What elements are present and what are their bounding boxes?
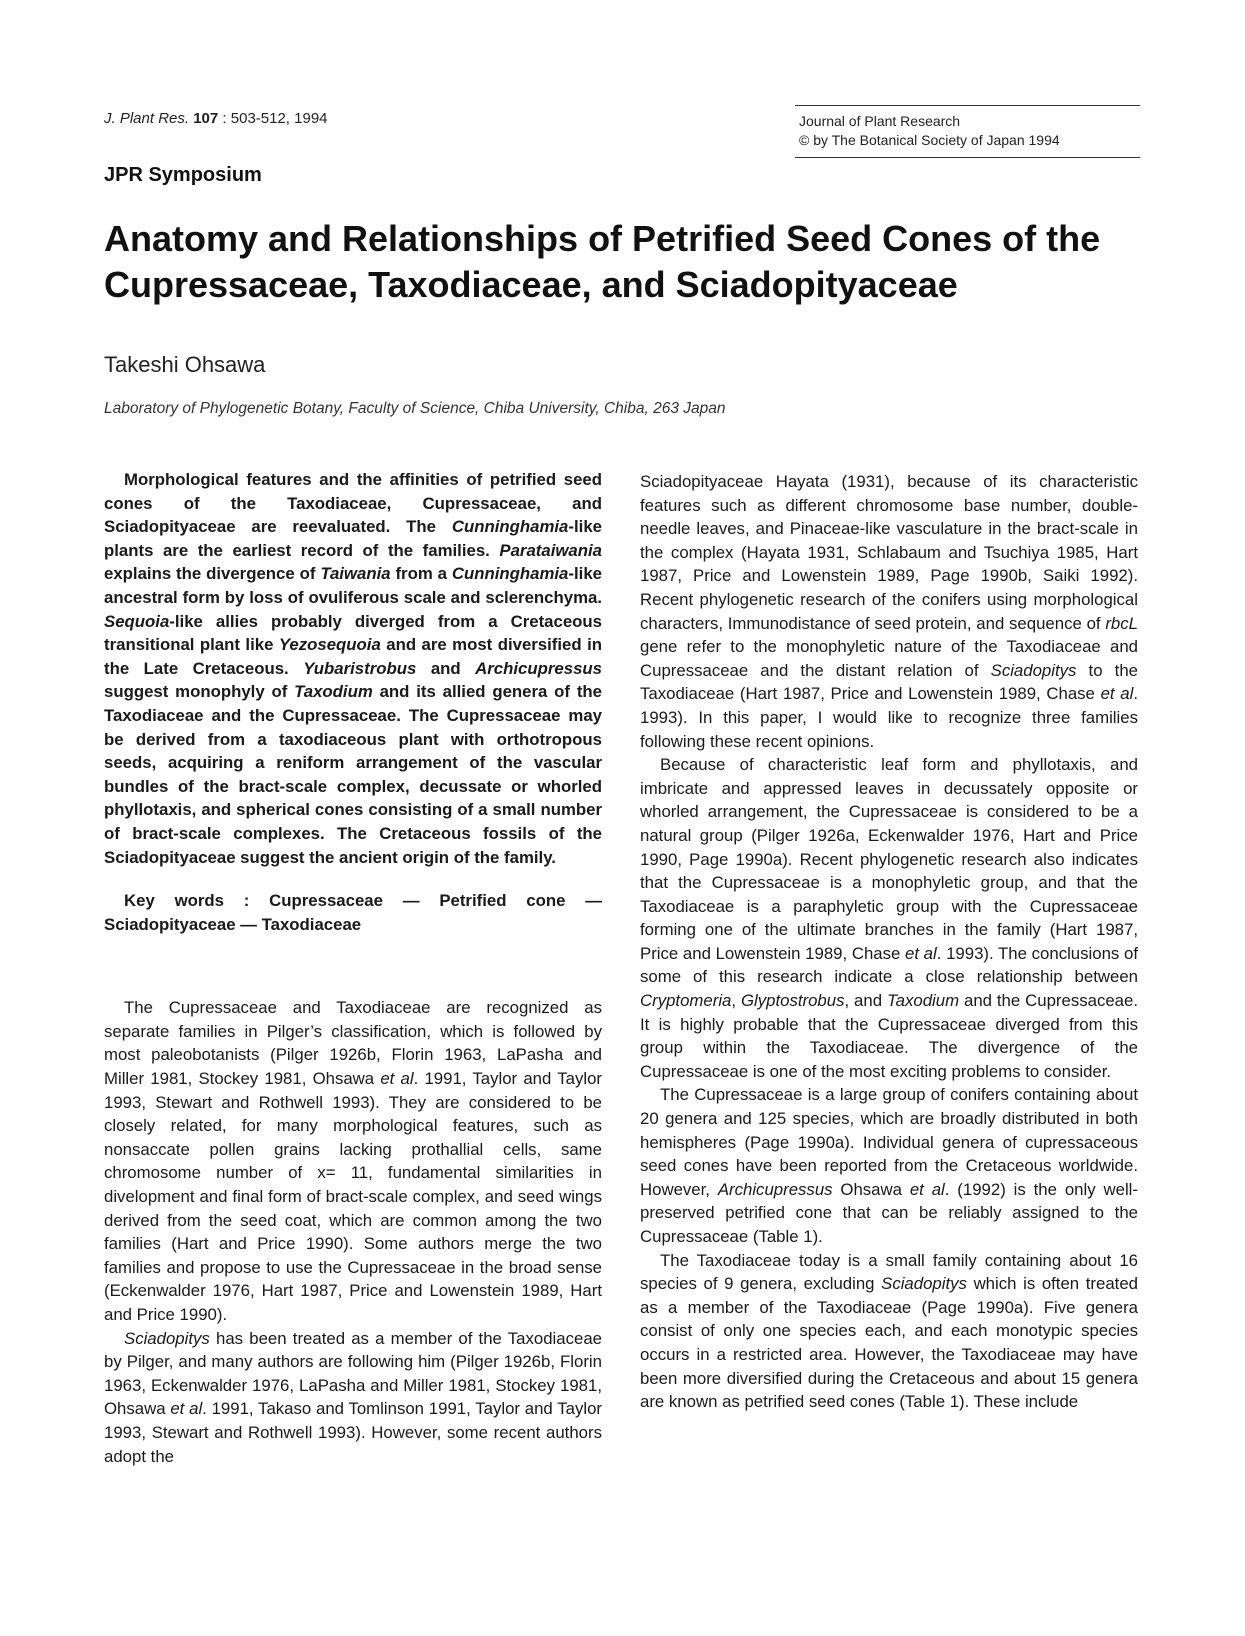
keywords: Key words : Cupressaceae — Petrified cone — Sciadopityaceae — Taxodiaceae xyxy=(104,891,602,934)
title-line-1: Anatomy and Relationships of Petrified Seed Cones of the xyxy=(104,218,1101,259)
introduction-text xyxy=(104,996,602,1468)
body-paragraph: Sciadopitys has been treated as a member of the Taxodiaceae by Pilger, and many authors are following him (Pilger 1926b, Florin 1963, Eckenwalder 1976, LaPasha and Miller 1981, Stockey 1981, Ohsawa et al. 1991, Takaso and Tomlinson 1991, Taylor and Taylor 1993, Stewart and Rothwell 1993). However, some recent authors adopt the xyxy=(104,1328,602,1466)
body-paragraph: The Cupressaceae is a large group of conifers containing about 20 genera and 125 species, which are broadly distributed in both hemispheres (Page 1990a). Individual genera of cupressaceous seed cones have been reported from the Cretaceous worldwide. However, Archicupressus Ohsawa et al. (1992) is the only well-preserved petrified cone that can be reliably assigned to the Cupressaceae (Table 1). xyxy=(640,1085,1138,1246)
journal-abbrev: J. Plant Res. xyxy=(104,110,190,127)
abstract: Morphological features and the affinities of petrified seed cones of the Taxodiaceae, Cupressaceae, and Sciadopityaceae are reevaluated. The Cunninghamia-like plants are the earliest record of the families. Parataiwania explains the divergence of Taiwania from a Cunninghamia-like ancestral form by loss of ovuliferous scale and sclerenchyma. Sequoia-like allies probably diverged from a Cretaceous transitional plant like Yezosequoia and are most diversified in the Late Cretaceous. Yubaristrobus and Archicupressus suggest monophyly of Taxodium and its allied genera of the Taxodiaceae and the Cupressaceae. The Cupressaceae may be derived from a taxodiaceous plant with orthotropous seeds, acquiring a reniform arrangement of the vascular bundles of the bract-scale complex, decussate or whorled phyllotaxis, and spherical cones consisting of a small number of bract-scale complexes. The Cretaceous fossils of the Sciadopityaceae suggest the ancient origin of the family. xyxy=(104,470,602,867)
paper-title xyxy=(104,216,1144,308)
body-paragraph: Sciadopityaceae Hayata (1931), because of its characteristic features such as different chromosome base number, double-needle leaves, and Pinaceae-like vasculature in the bract-scale in the complex (Hayata 1931, Schlabaum and Tsuchiya 1985, Hart 1987, Price and Lowenstein 1989, Page 1990b, Saiki 1992). Recent phylogenetic research of the conifers using morphological characters, Immunodistance of seed protein, and sequence of rbcL gene refer to the monophyletic nature of the Taxodiaceae and Cupressaceae and the distant relation of Sciadopitys to the Taxodiaceae (Hart 1987, Price and Lowenstein 1989, Chase et al. 1993). In this paper, I would like to recognize three families following these recent opinions. xyxy=(640,472,1138,751)
pages-year: : 503-512, 1994 xyxy=(222,110,328,127)
journal-info-box xyxy=(795,105,1140,158)
author-affiliation: Laboratory of Phylogenetic Botany, Faculty of Science, Chiba University, Chiba, 263 Japan xyxy=(104,400,726,417)
author-name: Takeshi Ohsawa xyxy=(104,352,266,377)
body-paragraph: The Cupressaceae and Taxodiaceae are recognized as separate families in Pilger’s classification, which is followed by most paleobotanists (Pilger 1926b, Florin 1963, LaPasha and Miller 1981, Stockey 1981, Ohsawa et al. 1991, Taylor and Taylor 1993, Stewart and Rothwell 1993). They are considered to be closely related, for many morphological features, such as nonsaccate pollen grains lacking prothallial cells, same chromosome number of x= 11, fundamental similarities in divelopment and final form of bract-scale complex, and seed wings derived from the seed coat, which are common among the two families (Hart and Price 1990). Some authors merge the two families and propose to use the Cupressaceae in the broad sense (Eckenwalder 1976, Hart 1987, Price and Lowenstein 1989, Hart and Price 1990). xyxy=(104,998,602,1324)
section-label: JPR Symposium xyxy=(104,164,262,186)
left-column xyxy=(104,468,602,1468)
copyright-notice: © by The Botanical Society of Japan 1994 xyxy=(799,132,1060,148)
journal-name: Journal of Plant Research xyxy=(799,113,961,129)
body-paragraph: Because of characteristic leaf form and phyllotaxis, and imbricate and appressed leaves in decussately opposite or whorled arrangement, the Cupressaceae is considered to be a natural group (Pilger 1926a, Eckenwalder 1976, Hart and Price 1990, Page 1990a). Recent phylogenetic research also indicates that the Cupressaceae is a monophyletic group, and that the Taxodiaceae is a paraphyletic group with the Cupressaceae forming one of the ultimate branches in the family (Hart 1987, Price and Lowenstein 1989, Chase et al. 1993). The conclusions of some of this research indicate a close relationship between Cryptomeria, Glyptostrobus, and Taxodium and the Cupressaceae. It is highly probable that the Cupressaceae diverged from this group within the Taxodiaceae. The divergence of the Cupressaceae is one of the most exciting problems to consider. xyxy=(640,755,1138,1081)
body-paragraph: The Taxodiaceae today is a small family containing about 16 species of 9 genera, excluding Sciadopitys which is often treated as a member of the Taxodiaceae (Page 1990a). Five genera consist of only one species each, and each monotypic species occurs in a restricted area. However, the Taxodiaceae may have been more diversified during the Cretaceous and about 15 genera are known as petrified seed cones (Table 1). These include xyxy=(640,1250,1138,1412)
citation xyxy=(104,110,328,127)
right-column xyxy=(640,470,1138,1414)
volume-number: 107 xyxy=(193,110,219,127)
title-line-2: Cupressaceae, Taxodiaceae, and Sciadopityaceae xyxy=(104,264,958,305)
